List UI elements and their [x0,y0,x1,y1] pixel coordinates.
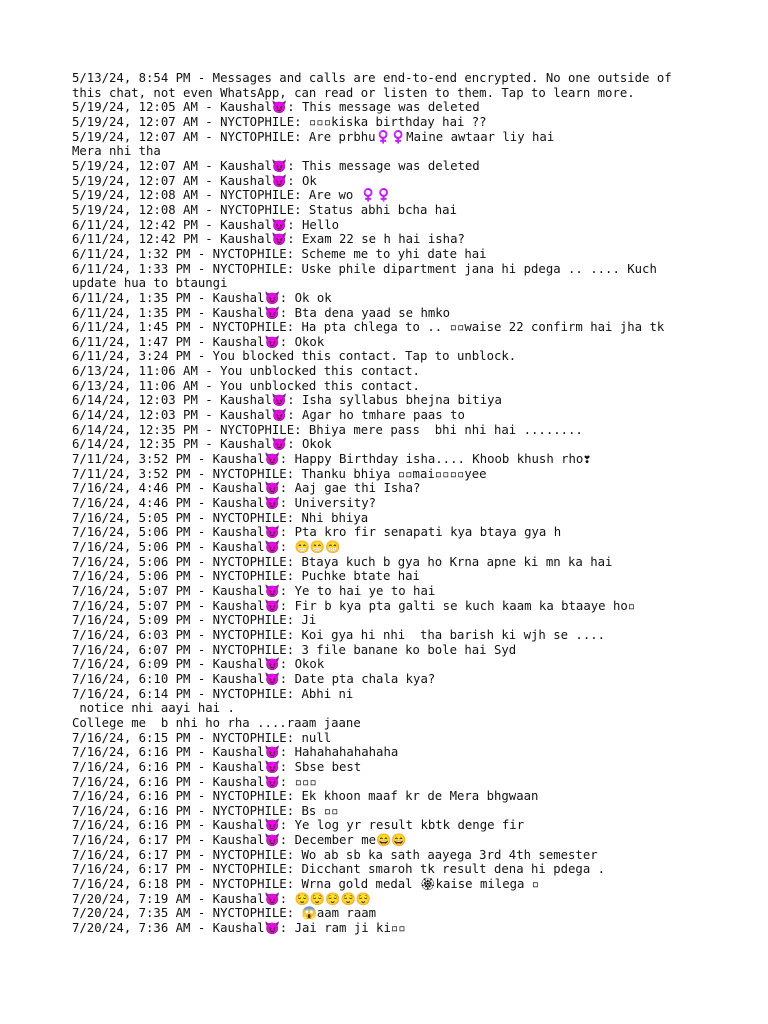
chat-line: 7/16/24, 6:15 PM - NYCTOPHILE: null [72,730,332,745]
chat-line: 7/20/24, 7:36 AM - Kaushal😈: Jai ram ji ki▫▫ [72,921,406,936]
chat-line: 5/19/24, 12:07 AM - NYCTOPHILE: ▫▫▫kiska birthday hai ?? [72,114,487,129]
chat-line: 6/11/24, 1:35 PM - Kaushal😈: Ok ok [72,290,332,305]
chat-line: 7/16/24, 6:16 PM - Kaushal😈: Hahahahahahaha [72,745,399,760]
chat-line: 7/16/24, 6:17 PM - NYCTOPHILE: Wo ab sb ka sath aayega 3rd 4th semester [72,847,598,862]
chat-line: 5/19/24, 12:05 AM - Kaushal😈: This message was deleted [72,100,480,115]
chat-line: 7/11/24, 3:52 PM - Kaushal😈: Happy Birthday isha.... Khoob khush rho❣ [72,452,591,467]
chat-line: 7/16/24, 6:17 PM - NYCTOPHILE: Dicchant smaroh tk result dena hi pdega . [72,862,606,877]
chat-line: 6/11/24, 1:33 PM - NYCTOPHILE: Uske phile dipartment jana hi pdega .. .... Kuch [72,261,657,276]
chat-line: 7/16/24, 6:14 PM - NYCTOPHILE: Abhi ni [72,686,354,701]
chat-line: 5/19/24, 12:08 AM - NYCTOPHILE: Status abhi bcha hai [72,202,457,217]
chat-line: 7/11/24, 3:52 PM - NYCTOPHILE: Thanku bhiya ▫▫mai▫▫▫▫yee [72,466,487,481]
chat-line: 5/19/24, 12:07 AM - Kaushal😈: This message was deleted [72,158,480,173]
chat-line: 7/16/24, 6:16 PM - Kaushal😈: Ye log yr result kbtk denge fir [72,818,525,833]
chat-line: 7/16/24, 6:16 PM - NYCTOPHILE: Ek khoon maaf kr de Mera bhgwaan [72,789,539,804]
chat-line: 7/16/24, 4:46 PM - Kaushal😈: University? [72,496,377,511]
chat-line: notice nhi aayi hai . [72,701,235,716]
chat-line: 6/14/24, 12:03 PM - Kaushal😈: Agar ho tmhare paas to [72,408,465,423]
chat-export-document [72,71,692,936]
chat-line: College me b nhi ho rha ....raam jaane [72,715,361,730]
chat-line: 7/20/24, 7:35 AM - NYCTOPHILE: 😱aam raam [72,906,377,921]
chat-line: 7/16/24, 5:06 PM - NYCTOPHILE: Puchke btate hai [72,569,420,584]
chat-line: 7/16/24, 6:07 PM - NYCTOPHILE: 3 file banane ko bole hai Syd [72,642,517,657]
chat-line: 7/16/24, 6:16 PM - Kaushal😈: ▫▫▫ [72,774,317,789]
chat-line: 6/14/24, 12:03 PM - Kaushal😈: Isha syllabus bhejna bitiya [72,393,502,408]
chat-line: 5/19/24, 12:08 AM - NYCTOPHILE: Are wo ♀️♀️ [72,188,392,203]
chat-line: 6/14/24, 12:35 PM - NYCTOPHILE: Bhiya mere pass bhi nhi hai ........ [72,422,583,437]
chat-line: 7/16/24, 5:05 PM - NYCTOPHILE: Nhi bhiya [72,510,369,525]
chat-line: 5/19/24, 12:07 AM - NYCTOPHILE: Are prbhu♀️♀️Maine awtaar liy hai [72,129,555,144]
chat-line: 6/11/24, 1:32 PM - NYCTOPHILE: Scheme me to yhi date hai [72,246,487,261]
chat-line: 6/11/24, 1:35 PM - Kaushal😈: Bta dena yaad se hmko [72,305,451,320]
chat-line: 7/16/24, 4:46 PM - Kaushal😈: Aaj gae thi Isha? [72,481,421,496]
chat-line: 7/16/24, 5:07 PM - Kaushal😈: Fir b kya pta galti se kuch kaam ka btaaye ho▫ [72,598,636,613]
chat-line: 5/13/24, 8:54 PM - Messages and calls are end-to-end encrypted. No one outside of [72,71,672,85]
chat-line: 6/11/24, 1:45 PM - NYCTOPHILE: Ha pta chlega to .. ▫▫waise 22 confirm hai jha tk [72,320,665,335]
chat-line: 7/16/24, 6:16 PM - NYCTOPHILE: Bs ▫▫ [72,803,339,818]
chat-line: 7/16/24, 6:17 PM - Kaushal😈: December me😄😄 [72,833,407,848]
chat-line: 6/13/24, 11:06 AM - You unblocked this contact. [72,378,420,393]
chat-line: 6/11/24, 12:42 PM - Kaushal😈: Exam 22 se h hai isha? [72,232,465,247]
chat-line: 7/16/24, 5:09 PM - NYCTOPHILE: Ji [72,613,317,628]
chat-line: 7/20/24, 7:19 AM - Kaushal😈: 😌😌😌😌😌 [72,891,372,906]
chat-line: 7/16/24, 6:16 PM - Kaushal😈: Sbse best [72,759,362,774]
chat-line: 6/13/24, 11:06 AM - You unblocked this contact. [72,364,420,379]
chat-line: 7/16/24, 6:18 PM - NYCTOPHILE: Wrna gold medal 🏵kaise milega ▫ [72,877,540,892]
chat-line: this chat, not even WhatsApp, can read or listen to them. Tap to learn more. [72,85,635,100]
chat-line: 6/11/24, 12:42 PM - Kaushal😈: Hello [72,217,340,232]
chat-line: Mera nhi tha [72,144,161,159]
chat-line: update hua to btaungi [72,276,228,291]
chat-line: 5/19/24, 12:07 AM - Kaushal😈: Ok [72,173,317,188]
chat-line: 6/14/24, 12:35 PM - Kaushal😈: Okok [72,437,332,452]
chat-line: 7/16/24, 5:06 PM - Kaushal😈: Pta kro fir senapati kya btaya gya h [72,525,562,540]
chat-line: 6/11/24, 1:47 PM - Kaushal😈: Okok [72,334,325,349]
chat-line: 7/16/24, 6:03 PM - NYCTOPHILE: Koi gya hi nhi tha barish ki wjh se .... [72,627,606,642]
chat-line: 6/11/24, 3:24 PM - You blocked this contact. Tap to unblock. [72,349,517,364]
chat-line: 7/16/24, 5:07 PM - Kaushal😈: Ye to hai ye to hai [72,583,436,598]
chat-line: 7/16/24, 5:06 PM - NYCTOPHILE: Btaya kuch b gya ho Krna apne ki mn ka hai [72,554,613,569]
chat-line: 7/16/24, 6:09 PM - Kaushal😈: Okok [72,657,325,672]
chat-line: 7/16/24, 6:10 PM - Kaushal😈: Date pta chala kya? [72,671,436,686]
chat-line: 7/16/24, 5:06 PM - Kaushal😈: 😁😁😁 [72,540,341,554]
